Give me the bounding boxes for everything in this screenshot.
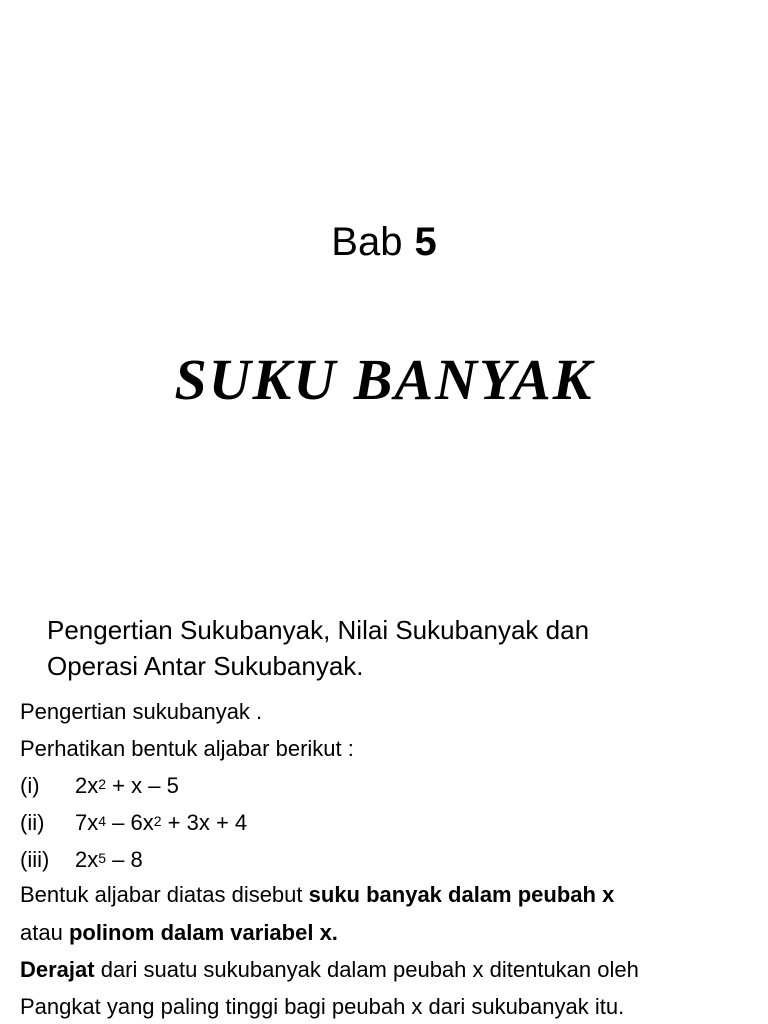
section-subheading xyxy=(47,612,589,684)
statement-line-2: atau polinom dalam variabel x. xyxy=(20,920,338,945)
exponent: 4 xyxy=(98,813,107,829)
chapter-number: 5 xyxy=(414,220,437,264)
chapter-label: Bab xyxy=(331,220,403,264)
degree-line-1: Derajat dari suatu sukubanyak dalam peubah x ditentukan oleh xyxy=(20,957,639,982)
example-iii: (iii) $2x^5 - 8$ xyxy=(20,845,143,875)
example-label: (iii) xyxy=(20,847,50,872)
bold-term: Derajat xyxy=(20,957,95,982)
intro-line: Perhatikan bentuk aljabar berikut : xyxy=(20,736,354,761)
degree-line-2: Pangkat yang paling tinggi bagi peubah x dari sukubanyak itu. xyxy=(20,994,625,1019)
chapter-heading xyxy=(0,218,768,266)
page-title: SUKU BANYAK xyxy=(174,347,594,412)
example-i: (i) $2x^2 + x - 5$ xyxy=(20,771,179,801)
exponent: 2 xyxy=(153,813,162,829)
example-label: (ii) xyxy=(20,810,45,835)
exponent: 2 xyxy=(98,776,107,792)
bold-term: suku banyak dalam peubah x xyxy=(308,882,615,907)
definition-heading: Pengertian sukubanyak . xyxy=(20,699,263,724)
example-label: (i) xyxy=(20,773,40,798)
bold-term: polinom dalam variabel x. xyxy=(68,920,338,945)
subheading-line-2: Operasi Antar Sukubanyak. xyxy=(47,651,364,681)
exponent: 5 xyxy=(98,850,107,866)
subheading-line-1: Pengertian Sukubanyak, Nilai Sukubanyak dan xyxy=(47,615,590,645)
statement-line-1: Bentuk aljabar diatas disebut suku banyak dalam peubah x xyxy=(20,882,615,907)
example-ii: (ii) $7x^4 - 6x^2 + 3x + 4$ xyxy=(20,808,247,838)
